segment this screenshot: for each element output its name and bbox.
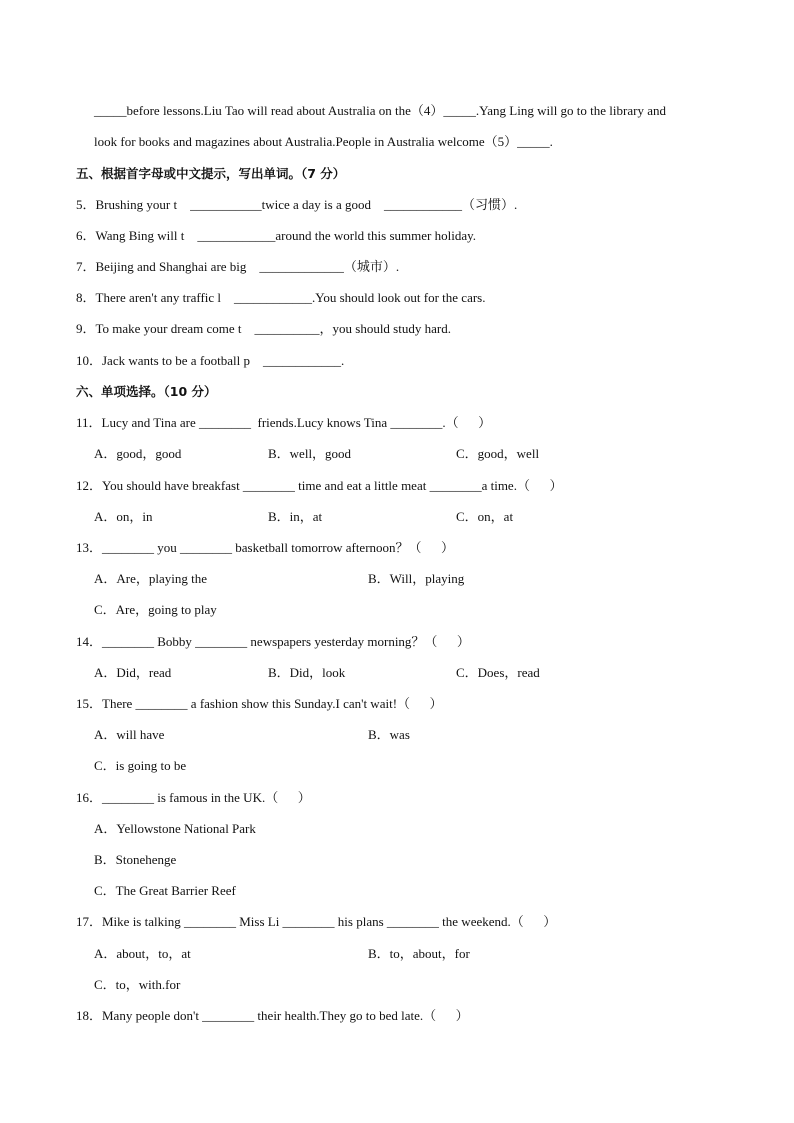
question-9: 9．To make your dream come t __________，you should study hard.: [76, 321, 451, 336]
option-12-b: B．in，at: [268, 509, 323, 524]
option-12-c: C．on，at: [456, 509, 514, 524]
question-15: 15．There ________ a fashion show this Sunday.I can't wait!（ ）: [76, 696, 443, 711]
question-11: 11．Lucy and Tina are ________ friends.Lucy knows Tina ________.（ ）: [76, 415, 492, 430]
option-13-c: C．Are，going to play: [94, 602, 217, 617]
intro-line-2: look for books and magazines about Australia.People in Australia welcome（5）_____.: [94, 134, 553, 149]
question-5: 5．Brushing your t ___________twice a day is a good ____________（习惯）.: [76, 197, 518, 212]
question-8: 8．There aren't any traffic l ____________.You should look out for the cars.: [76, 290, 486, 305]
question-14: 14．________ Bobby ________ newspapers yesterday morning？（ ）: [76, 634, 470, 649]
question-16: 16．________ is famous in the UK.（ ）: [76, 790, 311, 805]
intro-line-1: _____before lessons.Liu Tao will read about Australia on the（4）_____.Yang Ling will go to the library and: [94, 103, 666, 118]
option-11-a: A．good，good: [94, 446, 182, 461]
option-14-c: C．Does，read: [456, 665, 540, 680]
question-18: 18．Many people don't ________ their health.They go to bed late.（ ）: [76, 1008, 469, 1023]
question-10: 10．Jack wants to be a football p ____________.: [76, 353, 345, 368]
option-16-c: C．The Great Barrier Reef: [94, 883, 236, 898]
question-7: 7．Beijing and Shanghai are big _____________（城市）.: [76, 259, 400, 274]
section-6-heading: 六、单项选择。（10 分）: [76, 384, 217, 399]
option-11-b: B．well，good: [268, 446, 352, 461]
question-13: 13．________ you ________ basketball tomorrow afternoon？（ ）: [76, 540, 455, 555]
option-17-a: A．about，to，at: [94, 946, 191, 961]
question-6: 6．Wang Bing will t ____________around the world this summer holiday.: [76, 228, 476, 243]
option-14-b: B．Did，look: [268, 665, 346, 680]
option-15-b: B．was: [368, 727, 410, 742]
option-15-a: A．will have: [94, 727, 165, 742]
option-15-c: C．is going to be: [94, 758, 187, 773]
section-5-heading: 五、根据首字母或中文提示，写出单词。（7 分）: [76, 166, 346, 181]
question-12: 12．You should have breakfast ________ time and eat a little meat ________a time.（ ）: [76, 478, 563, 493]
question-17: 17．Mike is talking ________ Miss Li ________ his plans ________ the weekend.（ ）: [76, 914, 557, 929]
option-14-a: A．Did，read: [94, 665, 172, 680]
option-17-b: B．to，about，for: [368, 946, 470, 961]
option-11-c: C．good，well: [456, 446, 540, 461]
option-16-b: B．Stonehenge: [94, 852, 177, 867]
option-17-c: C．to，with.for: [94, 977, 181, 992]
option-16-a: A．Yellowstone National Park: [94, 821, 256, 836]
option-12-a: A．on，in: [94, 509, 153, 524]
option-13-a: A．Are，playing the: [94, 571, 208, 586]
option-13-b: B．Will，playing: [368, 571, 465, 586]
